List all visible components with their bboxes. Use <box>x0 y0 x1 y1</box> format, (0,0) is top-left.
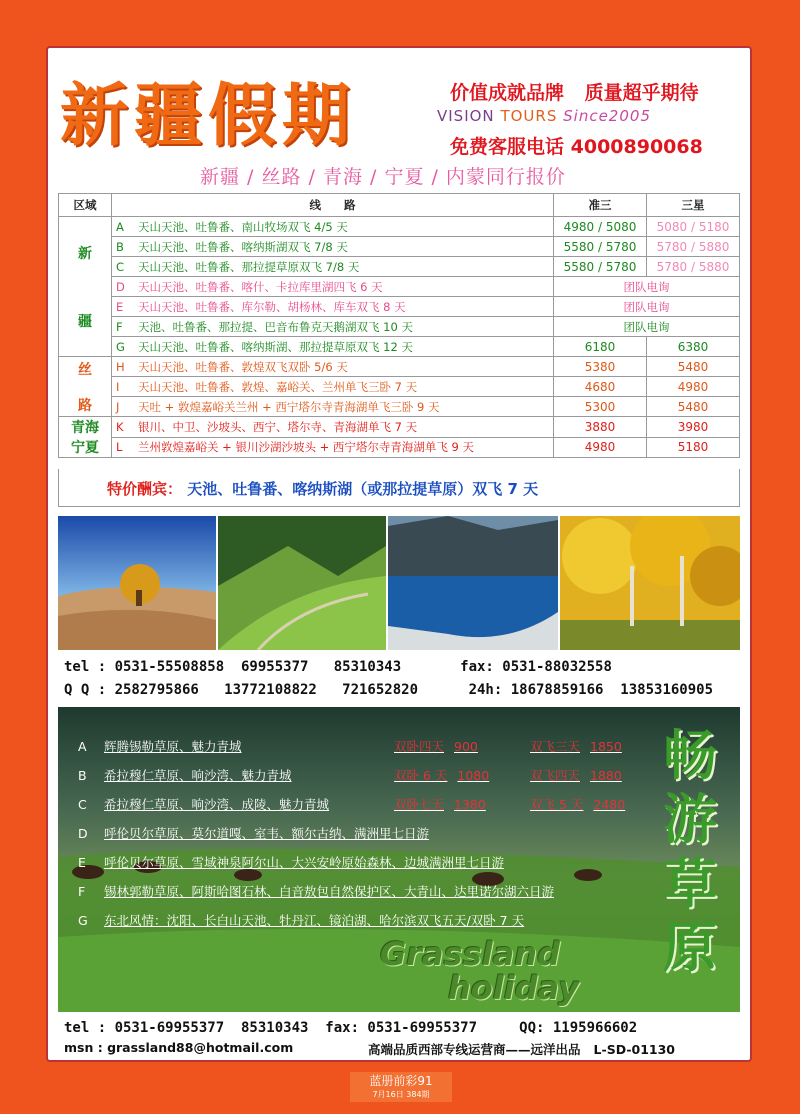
table-header-row <box>59 194 740 217</box>
route-letter: K <box>112 417 135 438</box>
grassland-route-row <box>78 824 429 842</box>
grassland-route-row <box>78 737 242 755</box>
price-3: 5580 / 5780 <box>554 237 647 257</box>
price-inquiry: 团队电询 <box>554 317 740 337</box>
brand-vision: VISION <box>437 107 495 125</box>
subtitle: 新疆 / 丝路 / 青海 / 宁夏 / 内蒙同行报价 <box>200 166 566 188</box>
price-inquiry: 团队电询 <box>554 277 740 297</box>
mountain-valley-photo <box>218 516 386 650</box>
option-label: 双卧七天 <box>394 797 445 812</box>
route-cell: 天吐 + 敦煌嘉峪关兰州 + 西宁塔尔寺青海湖单飞三卧 9 天 <box>134 397 554 417</box>
price-3star: 5180 <box>647 437 740 458</box>
vertical-char-2: 游 <box>663 787 717 851</box>
grassland-banner <box>58 707 740 1012</box>
price-3: 5580 / 5780 <box>554 257 647 277</box>
photo-strip <box>58 516 740 650</box>
region-cell: 新 疆 <box>59 217 112 357</box>
table-row <box>59 237 740 257</box>
route-cell: 天山天池、吐鲁番、喀什、卡拉库里湖四飞 6 天 <box>134 277 554 297</box>
table-row <box>59 437 740 458</box>
vertical-char-1: 畅 <box>663 723 717 787</box>
route-cell: 天山天池、吐鲁番、敦煌双飞双卧 5/6 天 <box>134 357 554 377</box>
route-letter: H <box>112 357 135 377</box>
option-label: 双卧 6 天 <box>394 768 448 783</box>
contact-line-2: Q Q : 2582795866 13772108822 721652820 24h: 18678859166 13853160905 <box>64 682 714 698</box>
hotline-label: 免费客服电话 <box>450 136 565 158</box>
grassland-route-letter: F <box>78 884 86 899</box>
option-label: 双飞四天 <box>530 768 581 783</box>
price-3: 3880 <box>554 417 647 438</box>
price-3: 4980 <box>554 437 647 458</box>
price-3star: 5480 <box>647 397 740 417</box>
route-cell: 天山天池、吐鲁番、库尔勒、胡杨林、库车双飞 8 天 <box>134 297 554 317</box>
table-row <box>59 357 740 377</box>
hotline <box>450 132 703 159</box>
tag-sub: 7月16日 384期 <box>372 1090 430 1099</box>
table-row <box>59 317 740 337</box>
grassland-route-letter: E <box>78 855 86 870</box>
price-3: 4980 / 5080 <box>554 217 647 237</box>
brand-tours: TOURS <box>500 107 558 125</box>
grassland-route-letter: A <box>78 739 87 754</box>
grassland-route-text: 希拉穆仁草原、响沙湾、成陵、魅力青城 <box>104 797 330 812</box>
route-cell: 银川、中卫、沙坡头、西宁、塔尔寺、青海湖单飞 7 天 <box>134 417 554 438</box>
price-3star: 6380 <box>647 337 740 357</box>
grassland-route-text: 呼伦贝尔草原、莫尔道嘎、室韦、额尔古纳、满洲里七日游 <box>104 826 430 841</box>
route-letter: F <box>112 317 135 337</box>
msn-line: msn : grassland88@hotmail.com <box>64 1040 294 1055</box>
route-cell: 天山天池、吐鲁番、喀纳斯湖、那拉提草原双飞 12 天 <box>134 337 554 357</box>
route-cell: 天山天池、吐鲁番、敦煌、嘉峪关、兰州单飞三卧 7 天 <box>134 377 554 397</box>
region-cell: 丝 路 <box>59 357 112 417</box>
price-3star: 4980 <box>647 377 740 397</box>
table-row <box>59 397 740 417</box>
tag-main: 蓝册前彩91 <box>369 1074 433 1088</box>
slogan-vertical <box>663 723 717 979</box>
vertical-char-4: 原 <box>663 915 717 979</box>
price-3star: 5780 / 5880 <box>647 237 740 257</box>
price-inquiry: 团队电询 <box>554 297 740 317</box>
grassland-option-1 <box>394 795 486 813</box>
option-price: 2480 <box>593 797 626 812</box>
option-label: 双卧四天 <box>394 739 445 754</box>
price-3star: 5080 / 5180 <box>647 217 740 237</box>
grassland-route-letter: G <box>78 913 88 928</box>
grassland-route-letter: B <box>78 768 87 783</box>
option-price: 1850 <box>590 739 622 754</box>
price-3: 6180 <box>554 337 647 357</box>
special-offer <box>58 469 740 507</box>
route-letter: D <box>112 277 135 297</box>
brand-since: Since2005 <box>563 107 651 125</box>
header-route: 线 路 <box>112 194 554 217</box>
brand-line <box>437 107 651 125</box>
price-3: 4680 <box>554 377 647 397</box>
route-cell: 天池、吐鲁番、那拉提、巴音布鲁克天鹅湖双飞 10 天 <box>134 317 554 337</box>
route-letter: B <box>112 237 135 257</box>
special-label: 特价酬宾： <box>107 480 183 498</box>
grassland-option-2 <box>530 737 622 755</box>
hotline-number: 4000890068 <box>570 136 703 158</box>
route-letter: J <box>112 397 135 417</box>
table-row <box>59 217 740 237</box>
option-price: 900 <box>454 739 478 754</box>
route-cell: 天山天池、吐鲁番、那拉提草原双飞 7/8 天 <box>134 257 554 277</box>
table-row <box>59 417 740 438</box>
grassland-route-text: 希拉穆仁草原、响沙湾、魅力青城 <box>104 768 292 783</box>
price-3: 5380 <box>554 357 647 377</box>
region-cell: 青海 宁夏 <box>59 417 112 458</box>
grassland-route-row <box>78 853 504 871</box>
operator-line: 高端品质西部专线运营商——远洋出品 L-SD-01130 <box>368 1042 675 1057</box>
header-region: 区域 <box>59 194 112 217</box>
page-title: 新疆假期 <box>60 76 357 156</box>
contact-line-1: tel : 0531-55508858 69955377 85310343 fax: 0531-88032558 <box>64 659 612 675</box>
header-price-3star: 三星 <box>647 194 740 217</box>
grassland-route-text: 辉腾锡勒草原、魅力青城 <box>104 739 242 754</box>
grassland-route-text: 东北风情：沈阳、长白山天池、牡丹江、镜泊湖、哈尔滨双飞五天/双卧 7 天 <box>104 913 525 928</box>
price-3: 5300 <box>554 397 647 417</box>
grassland-route-row <box>78 766 292 784</box>
option-price: 1380 <box>454 797 486 812</box>
option-price: 1080 <box>457 768 490 783</box>
price-3star: 5780 / 5880 <box>647 257 740 277</box>
grassland-option-2 <box>530 795 625 813</box>
price-3star: 5480 <box>647 357 740 377</box>
route-cell: 天山天池、吐鲁番、南山牧场双飞 4/5 天 <box>134 217 554 237</box>
vertical-char-3: 草 <box>663 851 717 915</box>
page-tag <box>350 1072 452 1102</box>
route-cell: 兰州敦煌嘉峪关 + 银川沙湖沙坡头 + 西宁塔尔寺青海湖单飞 9 天 <box>134 437 554 458</box>
option-label: 双飞 5 天 <box>530 797 584 812</box>
grassland-logo-1: Grassland <box>380 935 560 973</box>
route-letter: I <box>112 377 135 397</box>
table-row <box>59 257 740 277</box>
route-letter: E <box>112 297 135 317</box>
lake-photo <box>388 516 558 650</box>
grassland-route-letter: C <box>78 797 87 812</box>
route-letter: L <box>112 437 135 458</box>
route-letter: C <box>112 257 135 277</box>
route-letter: A <box>112 217 135 237</box>
grassland-option-1 <box>394 766 489 784</box>
route-cell: 天山天池、吐鲁番、喀纳斯湖双飞 7/8 天 <box>134 237 554 257</box>
price-table <box>58 193 740 458</box>
table-row <box>59 297 740 317</box>
grassland-route-letter: D <box>78 826 88 841</box>
special-text: 天池、吐鲁番、喀纳斯湖（或那拉提草原）双飞 7 天 <box>187 480 539 498</box>
grassland-option-1 <box>394 737 478 755</box>
route-letter: G <box>112 337 135 357</box>
grassland-option-2 <box>530 766 622 784</box>
table-row <box>59 277 740 297</box>
contact-line-3: tel : 0531-69955377 85310343 fax: 0531-69955377 QQ: 1195966602 <box>64 1020 638 1036</box>
grassland-logo-2: holiday <box>448 969 580 1007</box>
table-row <box>59 377 740 397</box>
option-price: 1880 <box>590 768 622 783</box>
desert-photo <box>58 516 216 650</box>
grassland-route-text: 锡林郭勒草原、阿斯哈图石林、白音敖包自然保护区、大青山、达里诺尔湖六日游 <box>104 884 555 899</box>
header-price-3: 准三 <box>554 194 647 217</box>
table-row <box>59 337 740 357</box>
grassland-route-text: 呼伦贝尔草原、雪域神泉阿尔山、大兴安岭原始森林、边城满洲里七日游 <box>104 855 505 870</box>
grassland-route-row <box>78 911 524 929</box>
autumn-forest-photo <box>560 516 740 650</box>
option-label: 双飞三天 <box>530 739 581 754</box>
grassland-route-row <box>78 795 329 813</box>
slogan: 价值成就品牌 质量超乎期待 <box>450 82 699 104</box>
price-3star: 3980 <box>647 417 740 438</box>
grassland-route-row <box>78 882 554 900</box>
